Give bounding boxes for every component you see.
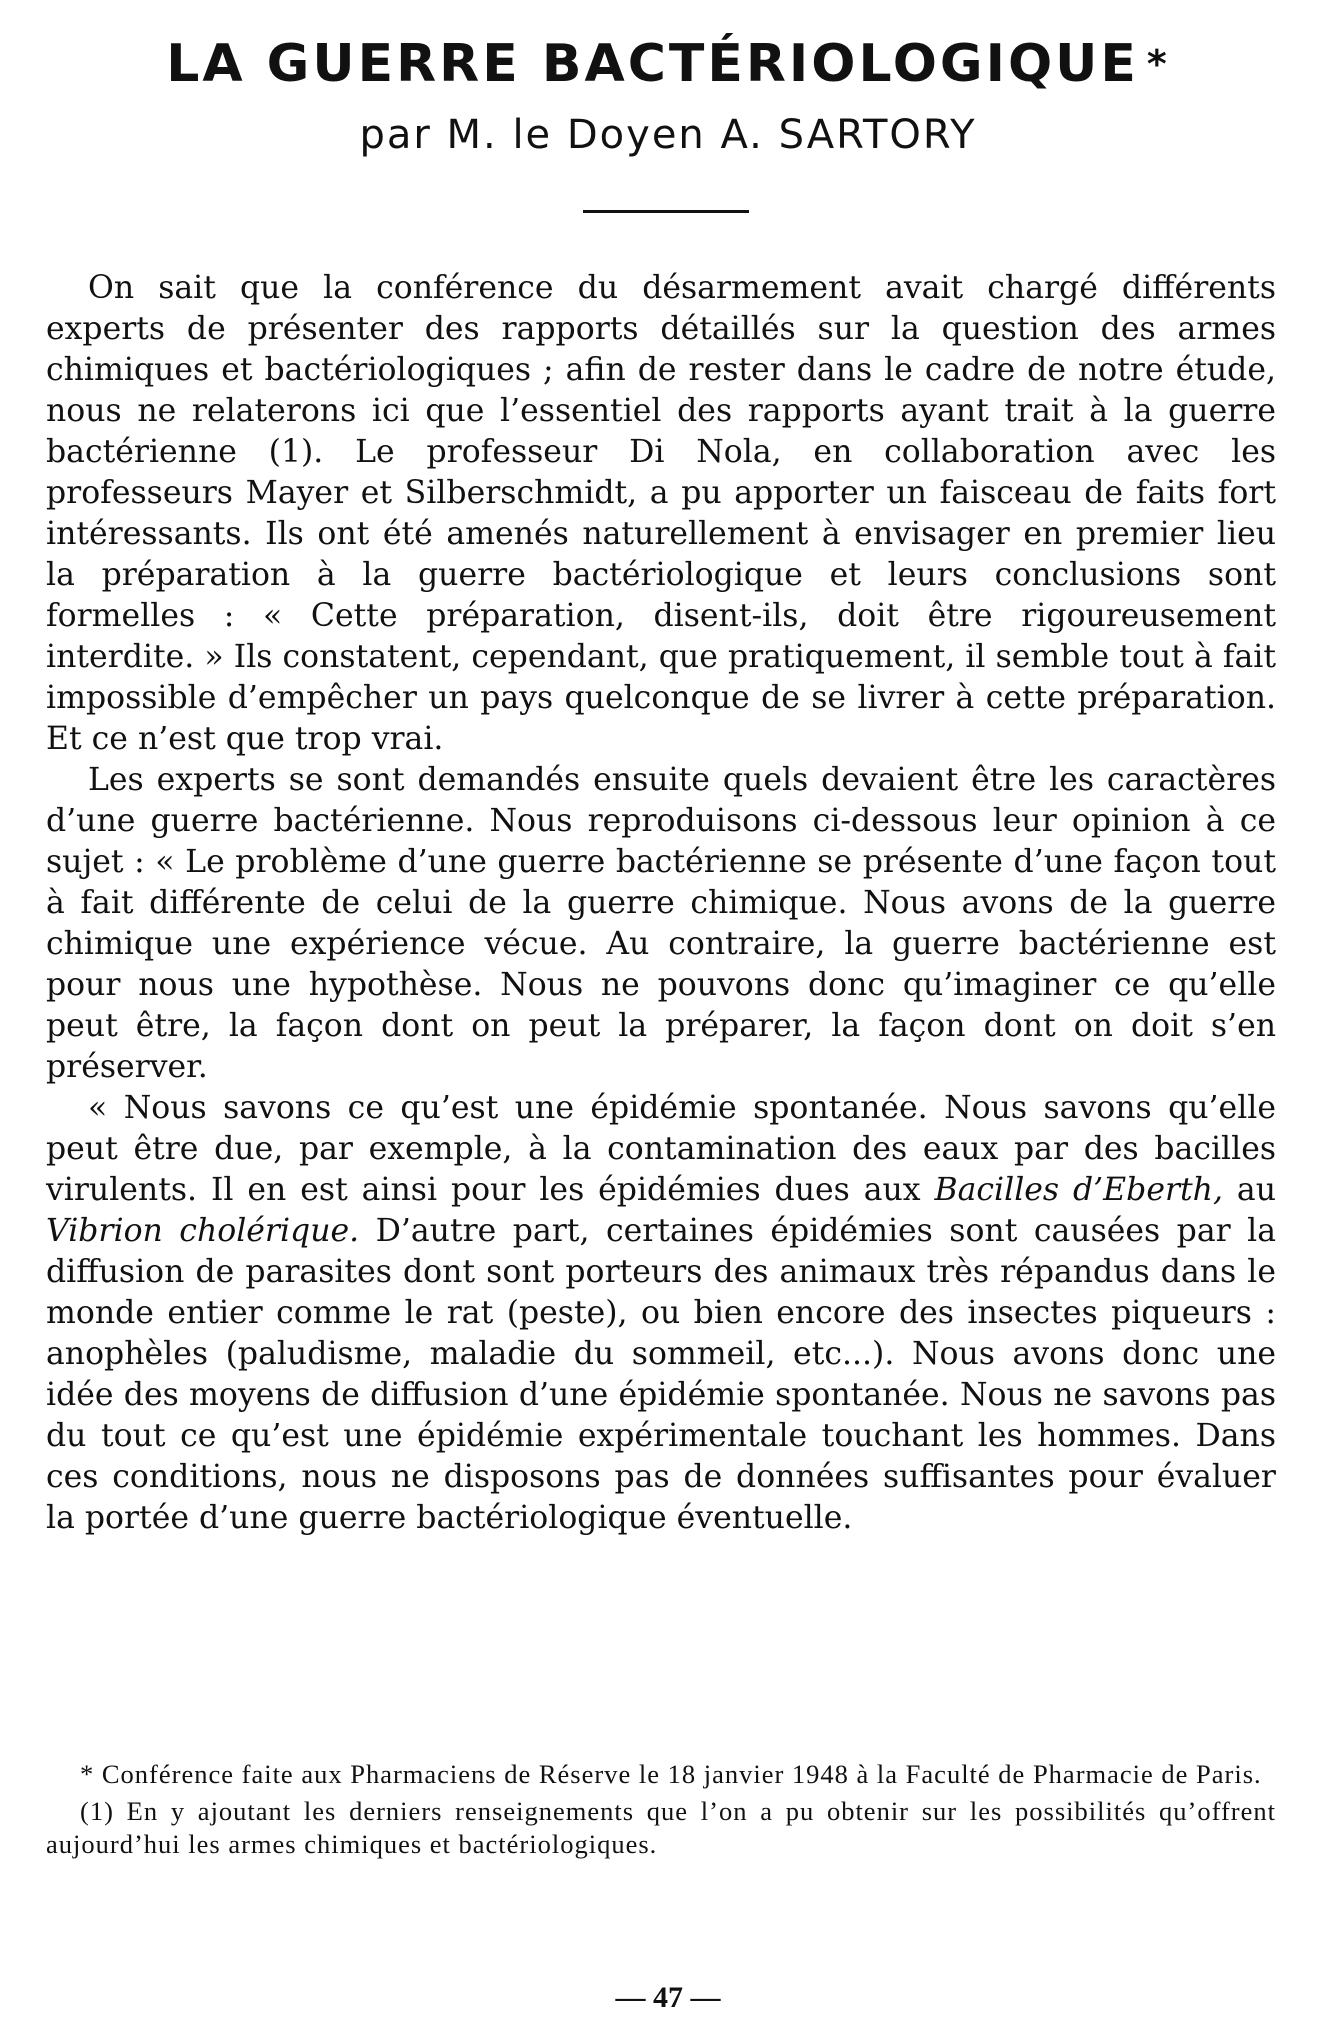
species-name-eberth: Bacilles d’Eberth,	[934, 1172, 1223, 1208]
paragraph-3-text-b: au	[1223, 1172, 1276, 1208]
paragraph-1: On sait que la conférence du désarmement avait chargé différents experts de présenter des rapports détaillés sur la question des armes chimiques et bactériologiques ; afin de rester dans le cadre de notre étude, nous ne relaterons ici que l’essentiel des rapports ayant trait à la guerre bactérienne (1). Le professeur Di Nola, en collaboration avec les professeurs Mayer et Silberschmidt, a pu apporter un faisceau de faits fort intéressants. Ils ont été amenés naturellement à envisager en premier lieu la préparation à la guerre bactériologique et leurs conclusions sont formelles : « Cette préparation, disent-ils, doit être rigoureusement interdite. » Ils constatent, cependant, que pratiquement, il semble tout à fait impossible d’empêcher un pays quelconque de se livrer à cette préparation. Et ce n’est que trop vrai.	[46, 270, 1276, 757]
paragraph-3-text-c: D’autre part, certaines épidémies sont causées par la diffusion de parasites dont sont porteurs des animaux très répandus dans le monde entier comme le rat (peste), ou bien encore des insectes piqueurs : anophèles (paludisme, maladie du sommeil, etc...). Nous avons donc une idée des moyens de diffusion d’une épidémie spontanée. Nous ne savons pas du tout ce qu’est une épidémie expérimentale touchant les hommes. Dans ces conditions, nous ne disposons pas de données suffisantes pour évaluer la portée d’une guerre bactériologique éventuelle.	[46, 1213, 1276, 1536]
page-number: — 47 —	[615, 1981, 721, 2014]
article-author: par M. le Doyen A. SARTORY	[359, 112, 977, 158]
paragraph-2: Les experts se sont demandés ensuite quels devaient être les caractères d’une guerre bactérienne. Nous reproduisons ci-dessous leur opinion à ce sujet : « Le problème d’une guerre bactérienne se présente d’une façon tout à fait différente de celui de la guerre chimique. Nous avons de la guerre chimique une expérience vécue. Au contraire, la guerre bactérienne est pour nous une hypothèse. Nous ne pouvons donc qu’imaginer ce qu’elle peut être, la façon dont on peut la préparer, la façon dont on doit s’en préserver.	[46, 762, 1276, 1085]
footnote-star: * Conférence faite aux Pharmaciens de Réserve le 18 janvier 1948 à la Faculté de Pharmacie de Paris.	[80, 1759, 1262, 1789]
paragraph-3	[46, 1088, 1276, 1539]
footnote-1: (1) En y ajoutant les derniers renseignements que l’on a pu obtenir sur les possibilités qu’offrent aujourd’hui les armes chimiques et bactériologiques.	[46, 1796, 1276, 1859]
paragraph-3-text-a: « Nous savons ce qu’est une épidémie spontanée. Nous savons qu’elle peut être due, par exemple, à la contamination des eaux par des bacilles virulents. Il en est ainsi pour les épidémies dues aux	[46, 1090, 1276, 1208]
article-title-text: LA GUERRE BACTÉRIOLOGIQUE	[166, 34, 1139, 94]
species-name-vibrion: Vibrion cholérique.	[46, 1213, 360, 1249]
article-body	[46, 268, 1276, 1539]
title-footnote-mark: *	[1146, 42, 1170, 86]
title-divider	[583, 210, 749, 213]
article-title	[0, 34, 1336, 94]
footnotes	[46, 1758, 1276, 1865]
